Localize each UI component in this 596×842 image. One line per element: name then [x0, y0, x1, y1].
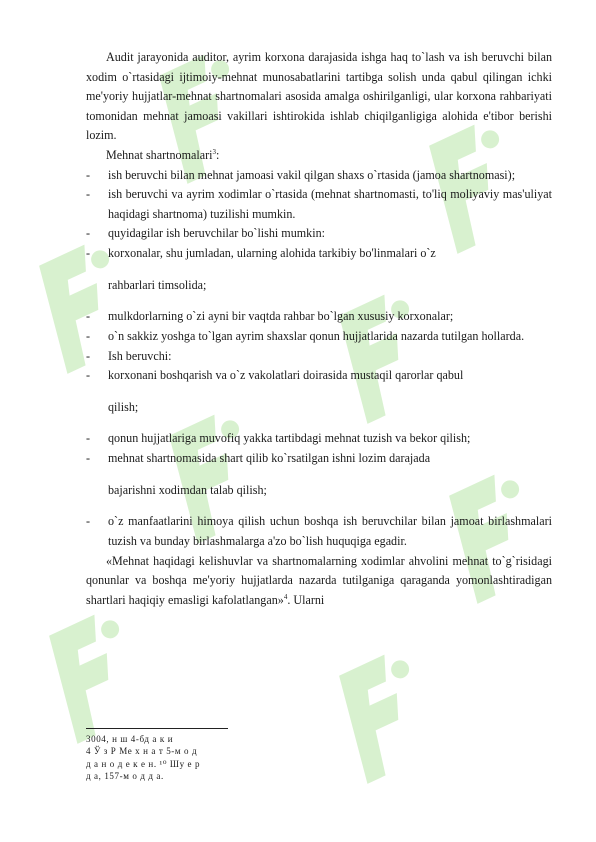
paragraph-audit: Audit jarayonida auditor, ayrim korxona darajasida ishga haq to`lash va ish beruvchi bilan xodim o`rtasidagi ijtimoiy-mehnat munosabatlarini tartibga solish unda qabul qilingan ichki me'yoriy hujjatlar-mehnat shartnomalari asosida amalga oshirilganligi, ular korxona rahbariyati tomonidan mehnat jamoasi vakillari ishtirokida ishlab chiqilganligiga alohida e'tibor berishi lozim. [86, 50, 552, 143]
list-item-text: qonun hujjatlariga muvofiq yakka tartibdagi mehnat tuzish va bekor qilish; [108, 431, 471, 446]
list-item-text: korxonani boshqarish va o`z vakolatlari doirasida mustaqil qarorlar qabul [108, 368, 464, 383]
list-item [86, 307, 552, 327]
list-item-text: Ish beruvchi: [108, 348, 172, 363]
list-item-text: mulkdorlarning o`zi ayni bir vaqtda rahbar bo`lgan xususiy korxonalar; [108, 309, 454, 324]
footnote-ref-4[interactable]: 4 [283, 592, 288, 601]
list-dash: - [86, 368, 91, 383]
list-item-continuation: qilish; [108, 399, 139, 414]
document-body [86, 48, 552, 610]
list-dash: - [86, 245, 91, 260]
list-item [86, 512, 552, 551]
list-dash: - [86, 348, 91, 363]
paragraph-guarantee [86, 552, 552, 611]
list-item-text: mehnat shartnomasida shart qilib ko`rsatilgan ishni lozim darajada [108, 451, 431, 466]
list-dash: - [86, 226, 91, 241]
contracts-heading-text: Mehnat shartnomalari [106, 147, 213, 162]
contracts-heading-colon: : [215, 147, 220, 162]
list-item [86, 244, 552, 264]
footnote-ref-3[interactable]: 3 [212, 147, 216, 156]
list-dash: - [86, 309, 91, 324]
guarantee-text-end: . Ularni [287, 592, 325, 607]
footnote-separator [86, 728, 228, 729]
footnote-line: д а, 157-м о д д а. [86, 771, 164, 782]
list-item [86, 429, 552, 449]
list-item-text: ish beruvchi bilan mehnat jamoasi vakil qilgan shaxs o`rtasida (jamoa shartnomasi); [108, 167, 516, 182]
list-item [86, 224, 552, 244]
list-item [86, 166, 552, 186]
footnote-line: 3004, н ш 4-бд а к и [86, 734, 174, 744]
list-item-text: o`z manfaatlarini himoya qilish uchun boshqa ish beruvchilar bilan jamoat birlashmalari tuzish va bunday birlashmalarga a'zo bo`lish huquqiga egadir. [108, 514, 552, 549]
list-item-text: o`n sakkiz yoshga to`lgan ayrim shaxslar qonun hujjatlarida nazarda tutilgan hollarda. [108, 328, 525, 343]
list-item [86, 327, 552, 347]
list-item [86, 185, 552, 224]
list-dash: - [86, 328, 91, 343]
watermark-logo [303, 624, 466, 806]
paragraph-contracts-heading [86, 146, 552, 166]
list-dash: - [86, 451, 91, 466]
list-item-text: quyidagilar ish beruvchilar bo`lishi mumkin: [108, 226, 325, 241]
list-item [86, 347, 552, 367]
list-item [86, 449, 552, 469]
list-item-continuation: bajarishni xodimdan talab qilish; [108, 482, 267, 497]
list-item-continuation: rahbarlari timsolida; [108, 277, 207, 292]
list-dash: - [86, 187, 91, 202]
list-item-text: korxonalar, shu jumladan, ularning alohida tarkibiy bo'linmalari o`z [108, 245, 436, 260]
list-dash: - [86, 167, 91, 182]
list-item [86, 366, 552, 386]
list-item-text: ish beruvchi va ayrim xodimlar o`rtasida (mehnat shartnomasti, to'liq moliyaviy mas'uliyat haqidagi shartnoma) tuzilishi mumkin. [108, 187, 552, 221]
list-dash: - [86, 431, 91, 446]
footnotes [86, 733, 200, 783]
footnote-line: д а н о д е к е н. ¹⁰ Шу е р [86, 758, 201, 769]
list-dash: - [86, 514, 91, 529]
guarantee-text: «Mehnat haqidagi kelishuvlar va shartnomalarning xodimlar ahvolini mehnat to`g`risidagi qonunlar va boshqa me'yoriy hujjatlarda nazarda tutilganiga qaraganda yomonlashtiradigan shartlari haqiqiy emasligi kafolatlangan» [86, 553, 552, 607]
footnote-line: 4 Ў з Р Ме х н а т 5-м о д [86, 746, 198, 757]
